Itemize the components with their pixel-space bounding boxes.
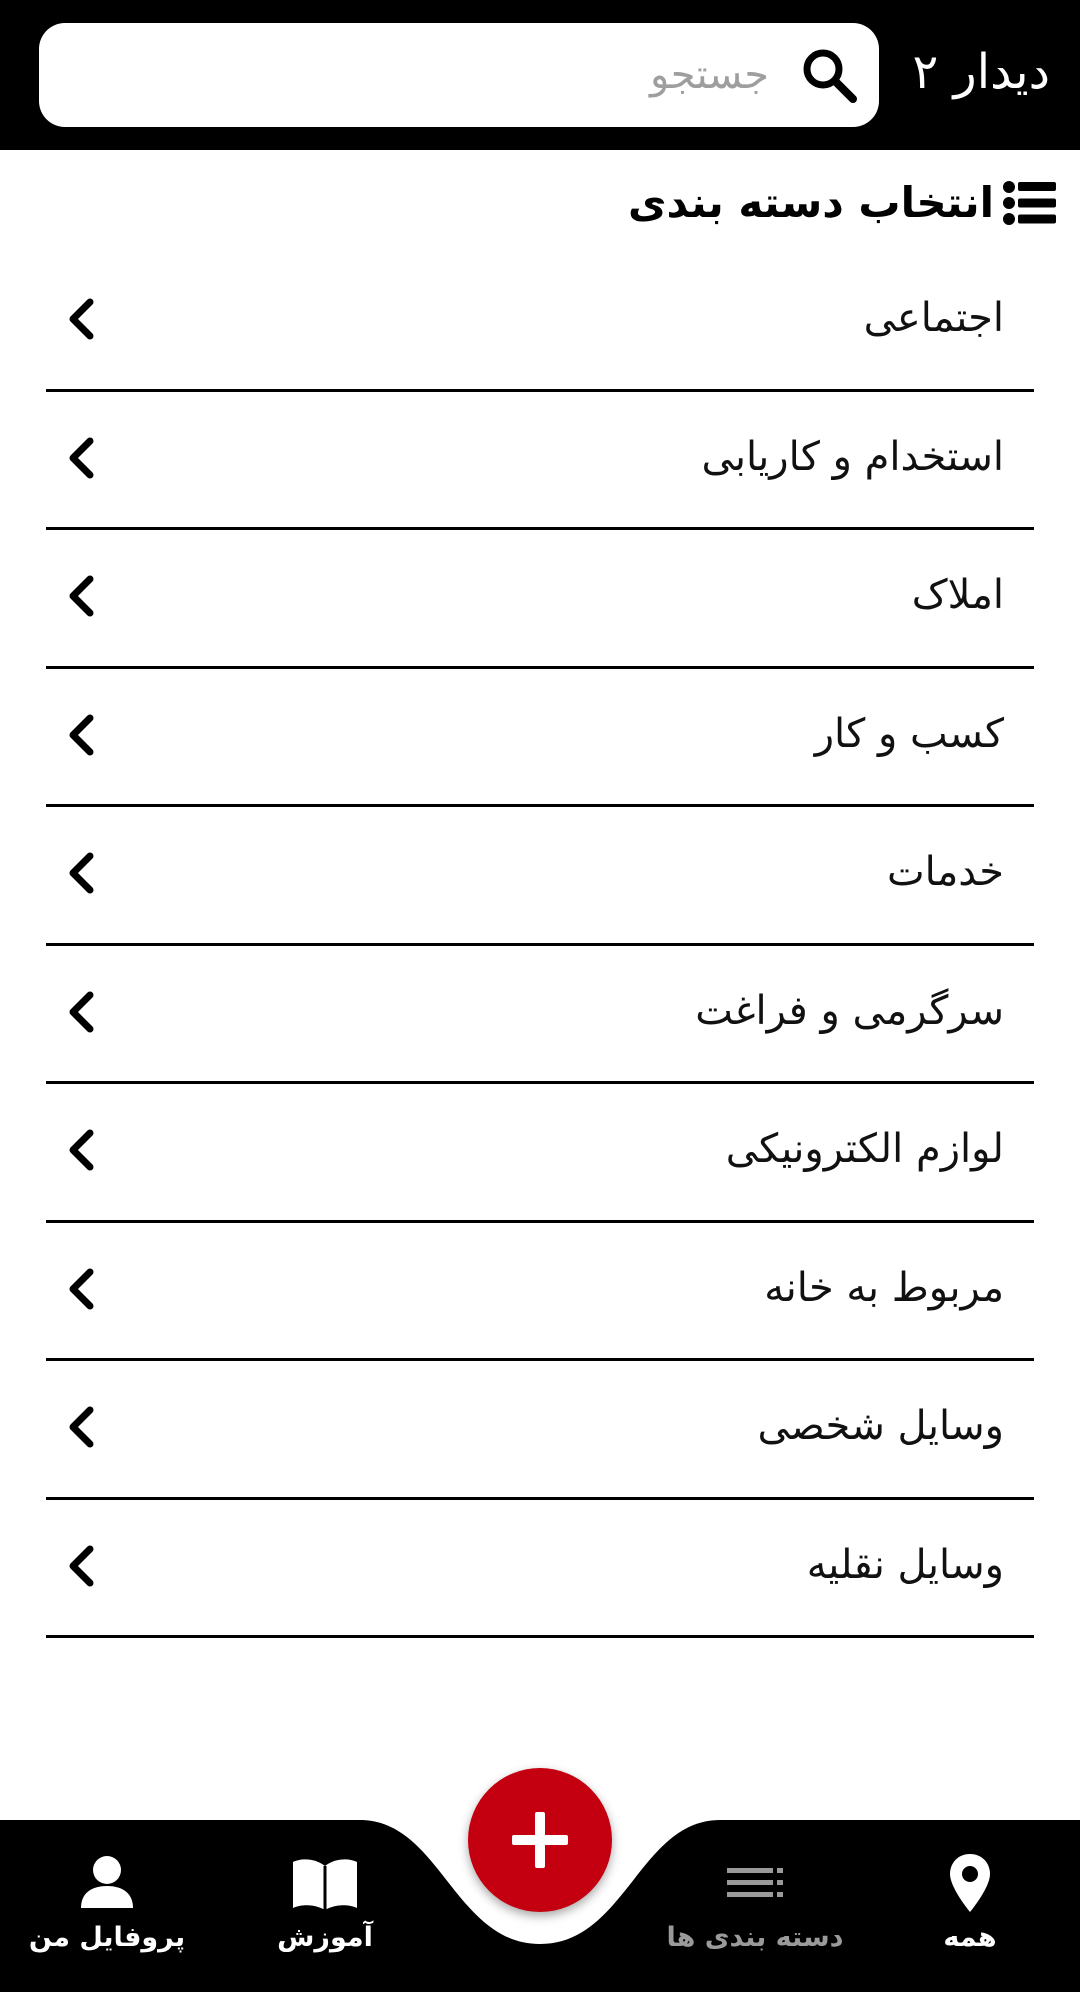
category-label: استخدام و کاریابی <box>701 433 1004 480</box>
nav-label-categories: دسته بندی ها <box>666 1922 844 1953</box>
category-label: اجتماعی <box>863 295 1004 341</box>
chevron-left-icon <box>66 437 96 479</box>
category-row[interactable] <box>46 1361 1034 1500</box>
chevron-left-icon <box>66 852 96 894</box>
plus-icon <box>468 1768 612 1912</box>
chevron-left-icon <box>66 1545 96 1587</box>
list-icon <box>1002 180 1058 226</box>
section-header <box>628 175 1058 231</box>
app-title: دیدار ۲ <box>912 44 1050 100</box>
category-row[interactable] <box>46 946 1034 1085</box>
category-row[interactable] <box>46 1500 1034 1639</box>
search-icon[interactable] <box>799 45 859 105</box>
add-button[interactable] <box>468 1768 612 1912</box>
chevron-left-icon <box>66 714 96 756</box>
chevron-left-icon <box>66 575 96 617</box>
nav-label-profile: پروفایل من <box>28 1922 186 1953</box>
nav-item-profile[interactable] <box>28 1820 186 1992</box>
category-row[interactable] <box>46 530 1034 669</box>
book-icon <box>289 1852 361 1914</box>
category-label: مربوط به خانه <box>764 1264 1004 1311</box>
category-row[interactable] <box>46 1223 1034 1362</box>
category-label: وسایل شخصی <box>757 1403 1004 1449</box>
nav-item-all[interactable] <box>920 1820 1020 1992</box>
category-label: سرگرمی و فراغت <box>695 987 1004 1034</box>
category-label: وسایل نقلیه <box>806 1541 1004 1588</box>
category-label: املاک <box>911 572 1004 618</box>
chevron-left-icon <box>66 1268 96 1310</box>
category-row[interactable] <box>46 253 1034 392</box>
category-row[interactable] <box>46 392 1034 531</box>
chevron-left-icon <box>66 1406 96 1448</box>
app-bar <box>0 0 1080 150</box>
nav-item-education[interactable] <box>270 1820 380 1992</box>
search-input[interactable] <box>169 45 769 105</box>
category-row[interactable] <box>46 669 1034 808</box>
category-label: خدمات <box>887 849 1004 895</box>
search-box[interactable] <box>39 23 879 127</box>
nav-item-categories[interactable] <box>660 1820 850 1992</box>
chevron-left-icon <box>66 298 96 340</box>
category-row[interactable] <box>46 807 1034 946</box>
category-row[interactable] <box>46 1084 1034 1223</box>
section-title: انتخاب دسته بندی <box>628 178 994 227</box>
category-label: لوازم الکترونیکی <box>725 1126 1004 1172</box>
person-icon <box>79 1852 135 1914</box>
category-label: کسب و کار <box>814 710 1004 757</box>
location-pin-icon <box>948 1852 992 1914</box>
category-list-icon <box>725 1852 785 1914</box>
nav-label-education: آموزش <box>277 1922 373 1953</box>
category-list <box>46 253 1034 1638</box>
chevron-left-icon <box>66 991 96 1033</box>
nav-label-all: همه <box>943 1922 997 1953</box>
chevron-left-icon <box>66 1129 96 1171</box>
